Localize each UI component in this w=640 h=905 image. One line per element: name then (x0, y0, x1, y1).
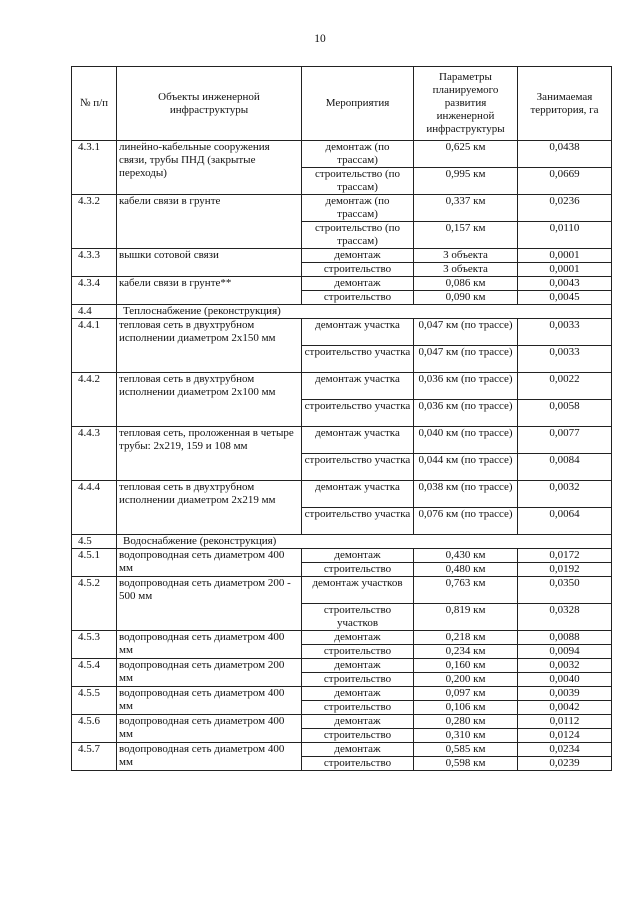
row-number: 4.3.4 (72, 277, 117, 305)
measure-cell: демонтаж участка (302, 319, 414, 346)
row-number: 4.4.3 (72, 427, 117, 481)
section-row (72, 305, 612, 319)
area-cell: 0,0064 (518, 508, 612, 535)
measure-cell: строительство (302, 757, 414, 771)
object-name: водопроводная сеть диаметром 400 мм (117, 715, 302, 743)
parameter-cell: 0,598 км (414, 757, 518, 771)
parameter-cell: 0,480 км (414, 563, 518, 577)
table-row (72, 577, 612, 604)
parameter-cell: 0,076 км (по трассе) (414, 508, 518, 535)
measure-cell: демонтаж (302, 687, 414, 701)
measure-cell: строительство (302, 563, 414, 577)
object-name: кабели связи в грунте** (117, 277, 302, 305)
area-cell: 0,0058 (518, 400, 612, 427)
page-number: 10 (314, 33, 326, 45)
measure-cell: строительство (302, 701, 414, 715)
parameter-cell: 0,097 км (414, 687, 518, 701)
measure-cell: демонтаж (302, 249, 414, 263)
area-cell: 0,0350 (518, 577, 612, 604)
area-cell: 0,0001 (518, 263, 612, 277)
table-row (72, 319, 612, 346)
area-cell: 0,0001 (518, 249, 612, 263)
area-cell: 0,0234 (518, 743, 612, 757)
parameter-cell: 0,337 км (414, 195, 518, 222)
row-number: 4.3.1 (72, 141, 117, 195)
parameter-cell: 0,038 км (по трассе) (414, 481, 518, 508)
row-number: 4.3.2 (72, 195, 117, 249)
row-number: 4.4.1 (72, 319, 117, 373)
parameter-cell: 0,625 км (414, 141, 518, 168)
object-name: водопроводная сеть диаметром 400 мм (117, 687, 302, 715)
measure-cell: демонтаж (302, 743, 414, 757)
parameter-cell: 0,995 км (414, 168, 518, 195)
measure-cell: строительство (302, 291, 414, 305)
area-cell: 0,0112 (518, 715, 612, 729)
table-row (72, 195, 612, 222)
object-name: тепловая сеть в двухтрубном исполнении диаметром 2х100 мм (117, 373, 302, 427)
parameter-cell: 0,234 км (414, 645, 518, 659)
area-cell: 0,0045 (518, 291, 612, 305)
area-cell: 0,0033 (518, 319, 612, 346)
measure-cell: демонтаж участка (302, 481, 414, 508)
measure-cell: строительство участка (302, 508, 414, 535)
table-row (72, 249, 612, 263)
measure-cell: демонтаж участка (302, 373, 414, 400)
parameter-cell: 0,585 км (414, 743, 518, 757)
row-number: 4.5.4 (72, 659, 117, 687)
table-row (72, 549, 612, 563)
measure-cell: строительство участка (302, 400, 414, 427)
parameter-cell: 0,047 км (по трассе) (414, 346, 518, 373)
object-name: тепловая сеть в двухтрубном исполнении диаметром 2х219 мм (117, 481, 302, 535)
area-cell: 0,0669 (518, 168, 612, 195)
row-number: 4.5.6 (72, 715, 117, 743)
area-cell: 0,0033 (518, 346, 612, 373)
table-row (72, 715, 612, 729)
area-cell: 0,0043 (518, 277, 612, 291)
area-cell: 0,0040 (518, 673, 612, 687)
area-cell: 0,0438 (518, 141, 612, 168)
section-number: 4.5 (72, 535, 117, 549)
parameter-cell: 0,280 км (414, 715, 518, 729)
area-cell: 0,0084 (518, 454, 612, 481)
parameter-cell: 0,310 км (414, 729, 518, 743)
measure-cell: строительство (по трассам) (302, 168, 414, 195)
measure-cell: демонтаж участков (302, 577, 414, 604)
object-name: вышки сотовой связи (117, 249, 302, 277)
measure-cell: демонтаж (по трассам) (302, 141, 414, 168)
table-row (72, 427, 612, 454)
object-name: тепловая сеть в двухтрубном исполнении диаметром 2х150 мм (117, 319, 302, 373)
header-num: № п/п (72, 67, 117, 141)
measure-cell: демонтаж (302, 715, 414, 729)
parameter-cell: 0,763 км (414, 577, 518, 604)
area-cell: 0,0022 (518, 373, 612, 400)
object-name: водопроводная сеть диаметром 400 мм (117, 743, 302, 771)
area-cell: 0,0236 (518, 195, 612, 222)
measure-cell: строительство (302, 263, 414, 277)
table-header-row (72, 67, 612, 141)
area-cell: 0,0328 (518, 604, 612, 631)
object-name: водопроводная сеть диаметром 200 мм (117, 659, 302, 687)
row-number: 4.3.3 (72, 249, 117, 277)
parameter-cell: 0,090 км (414, 291, 518, 305)
object-name: линейно-кабельные сооружения связи, трубы ПНД (закрытые переходы) (117, 141, 302, 195)
table-row (72, 141, 612, 168)
area-cell: 0,0032 (518, 481, 612, 508)
measure-cell: демонтаж (302, 659, 414, 673)
parameter-cell: 0,819 км (414, 604, 518, 631)
parameter-cell: 0,157 км (414, 222, 518, 249)
table-row (72, 659, 612, 673)
row-number: 4.4.2 (72, 373, 117, 427)
header-object: Объекты инженерной инфраструктуры (117, 67, 302, 141)
area-cell: 0,0192 (518, 563, 612, 577)
infrastructure-table (71, 66, 612, 771)
parameter-cell: 0,160 км (414, 659, 518, 673)
measure-cell: строительство участка (302, 454, 414, 481)
section-number: 4.4 (72, 305, 117, 319)
section-row (72, 535, 612, 549)
measure-cell: строительство (302, 729, 414, 743)
area-cell: 0,0039 (518, 687, 612, 701)
measure-cell: демонтаж (302, 277, 414, 291)
table-row (72, 687, 612, 701)
header-measure: Мероприятия (302, 67, 414, 141)
measure-cell: демонтаж (302, 631, 414, 645)
parameter-cell: 0,047 км (по трассе) (414, 319, 518, 346)
parameter-cell: 0,200 км (414, 673, 518, 687)
object-name: кабели связи в грунте (117, 195, 302, 249)
object-name: водопроводная сеть диаметром 400 мм (117, 631, 302, 659)
parameter-cell: 0,218 км (414, 631, 518, 645)
area-cell: 0,0088 (518, 631, 612, 645)
row-number: 4.5.7 (72, 743, 117, 771)
measure-cell: демонтаж (302, 549, 414, 563)
area-cell: 0,0094 (518, 645, 612, 659)
object-name: водопроводная сеть диаметром 200 - 500 мм (117, 577, 302, 631)
measure-cell: строительство участка (302, 346, 414, 373)
object-name: тепловая сеть, проложенная в четыре трубы: 2х219, 159 и 108 мм (117, 427, 302, 481)
parameter-cell: 0,036 км (по трассе) (414, 400, 518, 427)
parameter-cell: 3 объекта (414, 249, 518, 263)
measure-cell: демонтаж участка (302, 427, 414, 454)
area-cell: 0,0124 (518, 729, 612, 743)
table-row (72, 481, 612, 508)
area-cell: 0,0032 (518, 659, 612, 673)
table-row (72, 277, 612, 291)
table-row (72, 373, 612, 400)
parameter-cell: 0,430 км (414, 549, 518, 563)
row-number: 4.5.1 (72, 549, 117, 577)
area-cell: 0,0239 (518, 757, 612, 771)
area-cell: 0,0042 (518, 701, 612, 715)
object-name: водопроводная сеть диаметром 400 мм (117, 549, 302, 577)
parameter-cell: 0,086 км (414, 277, 518, 291)
row-number: 4.5.2 (72, 577, 117, 631)
parameter-cell: 3 объекта (414, 263, 518, 277)
measure-cell: строительство (по трассам) (302, 222, 414, 249)
parameter-cell: 0,106 км (414, 701, 518, 715)
header-area: Занимаемая территория, га (518, 67, 612, 141)
row-number: 4.5.3 (72, 631, 117, 659)
area-cell: 0,0077 (518, 427, 612, 454)
header-params: Параметры планируемого развития инженерной инфраструктуры (414, 67, 518, 141)
parameter-cell: 0,044 км (по трассе) (414, 454, 518, 481)
section-title: Теплоснабжение (реконструкция) (117, 305, 612, 319)
section-title: Водоснабжение (реконструкция) (117, 535, 612, 549)
measure-cell: строительство (302, 645, 414, 659)
table-row (72, 743, 612, 757)
parameter-cell: 0,040 км (по трассе) (414, 427, 518, 454)
row-number: 4.4.4 (72, 481, 117, 535)
area-cell: 0,0110 (518, 222, 612, 249)
measure-cell: демонтаж (по трассам) (302, 195, 414, 222)
table-row (72, 631, 612, 645)
table-body (72, 141, 612, 771)
row-number: 4.5.5 (72, 687, 117, 715)
parameter-cell: 0,036 км (по трассе) (414, 373, 518, 400)
area-cell: 0,0172 (518, 549, 612, 563)
measure-cell: строительство участков (302, 604, 414, 631)
measure-cell: строительство (302, 673, 414, 687)
